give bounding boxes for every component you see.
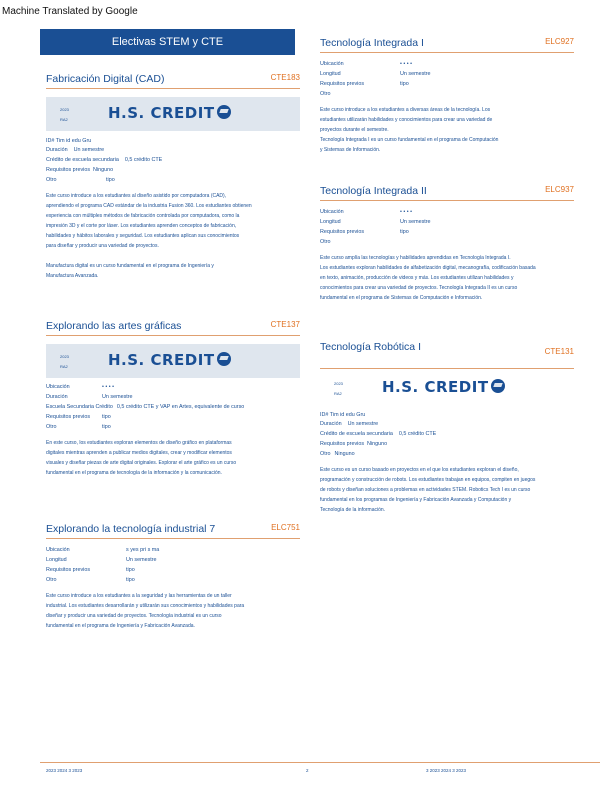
field-key: Ubicación <box>320 209 344 215</box>
footer-left: 2023 2024 3 2023 <box>46 768 83 773</box>
field-requisitos <box>46 565 300 575</box>
field-value: 0,5 crédito CTE <box>124 157 163 163</box>
description-line: Manufactura Avanzada. <box>46 273 99 279</box>
field-value: Ninguno <box>93 167 114 173</box>
field-key: Requisitos previos <box>46 167 91 173</box>
field-key: Duración <box>320 421 342 427</box>
field-value: Ninguno <box>367 441 388 447</box>
machine-translated-label: Machine Translated by Google <box>2 6 138 17</box>
course-header <box>320 338 574 356</box>
field-value: • • • • <box>400 61 413 67</box>
id-line: ID# Tim id edu Gru <box>46 138 92 144</box>
field-value: 0,5 crédito CTE <box>398 431 437 437</box>
field-value: s yes pri s ma <box>126 547 160 553</box>
field-credito <box>320 429 574 439</box>
field-value: Ninguno <box>334 451 355 457</box>
course-tecnologia-integrada-1 <box>320 34 574 155</box>
field-requisitos <box>46 412 300 422</box>
course-tecnologia-integrada-2 <box>320 182 574 303</box>
description-line: digitales mientras aprenden a publicar medios digitales, crear y modificar elementos <box>46 450 232 456</box>
course-header <box>320 34 574 53</box>
field-duracion <box>46 145 300 155</box>
course-header <box>46 520 300 539</box>
description-line: en texto, animación, producción de videos y más. Los estudiantes utilizan habilidades y <box>320 275 514 281</box>
graduation-cap-icon <box>217 352 231 366</box>
field-key: Requisitos previos <box>46 567 91 573</box>
course-title: Fabricación Digital (CAD) <box>46 73 165 85</box>
field-value: Un semestre <box>400 219 431 225</box>
field-otro <box>320 449 574 459</box>
description-line: Tecnología de la información. <box>320 507 386 513</box>
logo-text: H.S. CREDIT <box>108 351 215 369</box>
field-key: Crédito de escuela secundaria <box>320 431 393 437</box>
field-value: Un semestre <box>73 147 105 153</box>
field-key: Escuela Secundaria Crédito <box>46 404 113 410</box>
credit-small-text: RA2 <box>60 364 68 369</box>
description-line: Los estudiantes exploran habilidades de alfabetización digital, mecanografía, codificación basada <box>320 265 536 271</box>
description-line: de robots y diseñan soluciones a problemas en actividades STEM. Robotics Tech I es un curso <box>320 487 531 493</box>
course-tecnologia-robotica <box>320 338 574 515</box>
logo-text: H.S. CREDIT <box>108 104 215 122</box>
course-code: CTE137 <box>270 320 300 329</box>
description-line <box>46 251 300 261</box>
field-otro <box>320 237 574 247</box>
field-value: Un semestre <box>102 394 133 400</box>
course-artes-graficas <box>46 317 300 478</box>
field-ubicacion <box>320 207 574 217</box>
field-credito <box>46 155 300 165</box>
course-code: ELC927 <box>545 37 574 46</box>
logo-text: H.S. CREDIT <box>382 378 489 396</box>
field-value: Un semestre <box>126 557 157 563</box>
description-line: Este curso amplía las tecnologías y habilidades aprendidas en Tecnología Integrada I. <box>320 255 511 261</box>
field-otro <box>46 575 300 585</box>
field-otro <box>320 89 574 99</box>
description-line: visuales y diseñar piezas de arte digital originales. Explorar el arte gráfico es un curso <box>46 460 237 466</box>
graduation-cap-icon <box>217 105 231 119</box>
field-value: tipo <box>102 424 111 430</box>
section-banner <box>40 29 295 55</box>
hs-credit-box <box>46 344 300 378</box>
description-line: fundamental en el programa de Ingeniería y Fabricación Avanzada. <box>46 623 195 629</box>
field-key: Ubicación <box>46 384 70 390</box>
description-line: experiencia con múltiples métodos de fabricación controlada por computadora, como la <box>46 213 240 219</box>
field-value: tipo <box>126 577 135 583</box>
field-ubicacion <box>46 545 300 555</box>
field-credito <box>46 402 300 412</box>
description-line: proyectos durante el semestre. <box>320 127 389 133</box>
credit-small-text: RA2 <box>334 391 342 396</box>
description-line: para diseñar y producir una variedad de proyectos. <box>46 243 159 249</box>
credit-small-text: 2023 <box>334 381 343 386</box>
field-key: Otro <box>320 91 331 97</box>
field-value: tipo <box>102 414 111 420</box>
description-line: fundamental en el programa de tecnología de la información y la comunicación. <box>46 470 222 476</box>
graduation-cap-icon <box>491 379 505 393</box>
id-line: ID# Tim id edu Gru <box>320 412 366 418</box>
hs-credit-logo <box>108 104 231 122</box>
field-key: Requisitos previos <box>46 414 91 420</box>
description-line: diseñar y producir una variedad de proyectos. Tecnología industrial es un curso <box>46 613 222 619</box>
course-tecnologia-industrial <box>46 520 300 631</box>
field-value: • • • • <box>102 384 115 390</box>
description-line: impresión 3D y el corte por láser. Los estudiantes aprenden conceptos de fabricación, <box>46 223 237 229</box>
hs-credit-box <box>320 371 574 405</box>
course-title: Tecnología Integrada I <box>320 37 424 49</box>
field-key: Requisitos previos <box>320 441 365 447</box>
course-title: Explorando la tecnología industrial 7 <box>46 523 216 535</box>
field-requisitos <box>320 439 574 449</box>
field-key: Duración <box>46 394 68 400</box>
course-code: ELC937 <box>545 185 574 194</box>
field-duracion <box>320 419 574 429</box>
page-number: 2 <box>306 768 309 773</box>
field-key: Otro <box>320 239 331 245</box>
course-code: CTE183 <box>270 73 300 82</box>
credit-small-text: RA2 <box>60 117 68 122</box>
field-value: Un semestre <box>347 421 379 427</box>
field-duracion <box>46 392 300 402</box>
field-key: Longitud <box>320 71 341 77</box>
description-line: y Sistemas de Información. <box>320 147 381 153</box>
field-key: Ubicación <box>46 547 70 553</box>
field-ubicacion <box>46 382 300 392</box>
hs-credit-logo <box>108 351 231 369</box>
description-line: Este curso introduce a los estudiantes a la seguridad y las herramientas de un taller <box>46 593 232 599</box>
field-value: tipo <box>400 229 409 235</box>
field-otro <box>46 175 300 185</box>
field-ubicacion <box>320 59 574 69</box>
description-line: industrial. Los estudiantes desarrollarán y utilizarán sus conocimientos y habilidades para <box>46 603 245 609</box>
field-key: Duración <box>46 147 68 153</box>
field-value: tipo <box>400 81 409 87</box>
description-line: Este curso es un curso basado en proyectos en el que los estudiantes exploran el diseño, <box>320 467 519 473</box>
field-key: Longitud <box>46 557 67 563</box>
field-requisitos <box>320 79 574 89</box>
field-requisitos <box>320 227 574 237</box>
field-longitud <box>46 555 300 565</box>
field-key: Requisitos previos <box>320 81 365 87</box>
description-line: Tecnología Integrada I es un curso fundamental en el programa de Computación <box>320 137 499 143</box>
field-key: Otro <box>320 451 331 457</box>
description-line: programación y construcción de robots. Los estudiantes trabajan en equipos, compiten en juegos <box>320 477 536 483</box>
field-key: Requisitos previos <box>320 229 365 235</box>
field-key: Otro <box>46 577 57 583</box>
course-code: CTE131 <box>544 347 574 356</box>
hs-credit-box <box>46 97 300 131</box>
footer-divider <box>40 762 600 763</box>
description-line: aprendiendo el programa CAD estándar de la industria Fusion 360. Los estudiantes obtienen <box>46 203 252 209</box>
field-value: tipo <box>106 177 115 183</box>
course-fabricacion-digital <box>46 70 300 281</box>
course-header <box>46 317 300 336</box>
field-key: Otro <box>46 424 57 430</box>
description-line: fundamental en los programas de Ingeniería y Fabricación Avanzada y Computación y <box>320 497 512 503</box>
course-header <box>46 70 300 89</box>
description-line: En este curso, los estudiantes exploran elementos de diseño gráfico en plataformas <box>46 440 232 446</box>
course-header <box>320 182 574 201</box>
course-title: Tecnología Integrada II <box>320 185 427 197</box>
hs-credit-logo <box>382 378 505 396</box>
description-line: estudiantes utilizarán habilidades y conocimientos para crear una variedad de <box>320 117 493 123</box>
banner-title: Electivas STEM y CTE <box>111 36 224 48</box>
field-longitud <box>320 217 574 227</box>
field-longitud <box>320 69 574 79</box>
description-line: Manufactura digital es un curso fundamental en el programa de Ingeniería y <box>46 263 214 269</box>
field-otro <box>46 422 300 432</box>
field-key: Longitud <box>320 219 341 225</box>
course-code: ELC751 <box>271 523 300 532</box>
description-line: Este curso introduce a los estudiantes al diseño asistido por computadora (CAD), <box>46 193 227 199</box>
course-title: Explorando las artes gráficas <box>46 320 182 332</box>
field-requisitos <box>46 165 300 175</box>
course-title: Tecnología Robótica I <box>320 341 421 353</box>
field-key: Ubicación <box>320 61 344 67</box>
footer-right: 3 2023 2024 3 2023 <box>426 768 467 773</box>
credit-small-text: 2023 <box>60 107 69 112</box>
field-key: Otro <box>46 177 57 183</box>
description-line: fundamental en el programa de Sistemas de Computación e Información. <box>320 295 483 301</box>
field-value: 0,5 crédito CTE y VAP en Artes, equivalente de curso <box>116 404 245 410</box>
field-value: Un semestre <box>400 71 431 77</box>
description-line: habilidades y hábitos laborales y seguridad. Los estudiantes aplican sus conocimientos <box>46 233 240 239</box>
description-line: Este curso introduce a los estudiantes a diversas áreas de la tecnología. Los <box>320 107 491 113</box>
field-value: • • • • <box>400 209 413 215</box>
description-line: conocimientos para crear una variedad de proyectos. Tecnología Integrada II es un curso <box>320 285 518 291</box>
field-key: Crédito de escuela secundaria <box>46 157 119 163</box>
credit-small-text: 2023 <box>60 354 69 359</box>
field-value: tipo <box>126 567 135 573</box>
